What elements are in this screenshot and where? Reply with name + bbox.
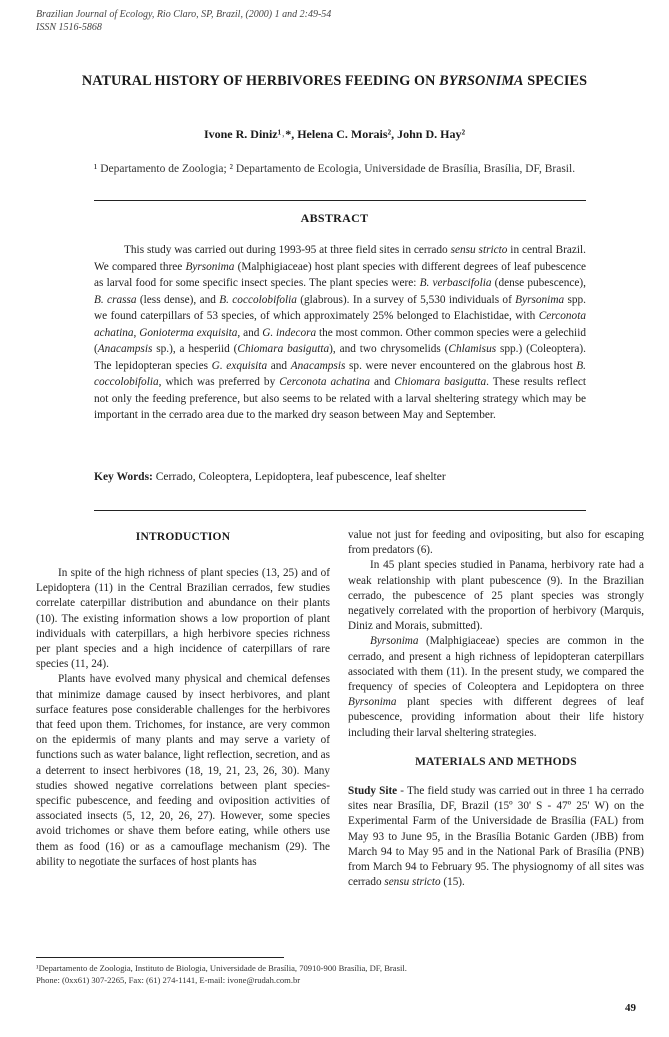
issn: ISSN 1516-5868 [36,22,102,33]
keywords-label: Key Words: [94,471,153,483]
title-part-1: NATURAL HISTORY OF HERBIVORES FEEDING ON [81,73,440,89]
abstract-text: This study was carried out during 1993-95 at three field sites in cerrado sensu stricto in central Brazil. We compared three Byrsonima (Malphigiaceae) host plant species with different degrees of leaf pubescence as larval food for some specific insect species. The plant species were: B. verbascifolia (dense pubescence), B. crassa (less dense), and B. coccolobifolia (glabrous). In a survey of 5,530 individuals of Byrsonima spp. we found caterpillars of 53 species, of which approximately 25% belonged to Elachistidae, with Cerconota achatina, Gonioterma exquisita, and G. indecora the most common. Other common species were a gelechiid (Anacampsis sp.), a hesperiid (Chiomara basigutta), and two chrysomelids (Chlamisus spp.) (Coleoptera). The lepidopteran species G. exquisita and Anacampsis sp. were never encountered on the glabrous host B. coccolobifolia, which was preferred by Cerconota achatina and Chiomara basigutta. These results reflect not only the feeding preference, but also seems to be related with a larval sheltering strategy which may be important in the cerrado area due to the marked dry season between May and September. [94,244,587,421]
affiliations: ¹ Departamento de Zoologia; ² Departamento de Ecologia, Universidade de Brasília, Brasília, DF, Brasil. [93,163,576,175]
study-site-label: Study Site [348,785,398,798]
intro-paragraph-4: Byrsonima (Malphigiaceae) species are common in the cerrado, and present a high richness of lepidopteran caterpillars associated with them (11). In the present study, we compared the frequency of species of Coleoptera and Lepidoptera on three Byrsonima plant species with different degrees of leaf pubescence, providing information about their life history including their larval sheltering strategies. [348,635,644,739]
intro-paragraph-3: In 45 plant species studied in Panama, herbivory rate had a weak relationship with plant pubescence (9). In the Brazilian cerrado, the pubescence of 25 plant species was strongly negatively correlated with the proportion of herbivory (Marquis, Diniz and Morais, submitted). [348,559,644,633]
right-column [348,528,644,890]
paper-title [0,73,669,90]
title-genus: BYRSONIMA [439,73,524,89]
keywords-text: Cerrado, Coleoptera, Lepidoptera, leaf pubescence, leaf shelter [152,471,446,483]
footnote [36,962,644,986]
journal-header [36,8,331,34]
journal-citation: Brazilian Journal of Ecology, Rio Claro, SP, Brazil, (2000) 1 and 2:49-54 [36,9,332,20]
intro-paragraph-2: Plants have evolved many physical and chemical defenses that minimize damage caused by insect herbivores, and plant surface features pose considerable challenges for the herbivores that feed upon them. Trichomes, for instance, are very common on the epidermis of many plants and may serve a variety of functions such as water balance, light reflection, secretion, and as a deterrent to insect herbivores (18, 19, 21, 23, 26, 30). Many studies showed negative correlations between plant species-specific pubescence, and feeding and oviposition activities of associated insects (5, 12, 20, 26, 27). However, some species avoid trichomes or shave them before eating, while others use them as food (16) or as a camouflage mechanism (29). The ability to negotiate the surfaces of host plants has [36,673,330,868]
abstract-top-rule [94,200,586,201]
footnote-address: ¹Departamento de Zoologia, Instituto de Biologia, Universidade de Brasília, 70910-900 Brasília, DF, Brasil. [36,963,407,973]
title-part-2: SPECIES [523,73,588,89]
introduction-heading: INTRODUCTION [135,531,231,543]
left-column [36,566,330,870]
keywords [94,471,586,483]
intro-paragraph-2-continued: value not just for feeding and ovipositing, but also for escaping from predators (6). [348,529,644,557]
study-site-paragraph: Study Site - The field study was carried out in three 1 ha cerrado sites near Brasília, DF, Brazil (15º 30' S - 47º 25' W) on the Experimental Farm of the Universidade de Brasília (FAL) from May 93 to June 95, in the Brasília Botanic Garden (JBB) from March 94 to May 95 and in the National Park of Brasília (PNB) from March 94 to February 95. The physiognomy of all sites was cerrado sensu stricto (15). [348,785,644,889]
methods-heading: MATERIALS AND METHODS [415,755,577,768]
footnote-contact: Phone: (0xx61) 307-2265, Fax: (61) 274-1141, E-mail: ivone@rudah.com.br [36,975,301,985]
author-list: Ivone R. Diniz¹˒*, Helena C. Morais², John D. Hay² [203,127,466,141]
abstract-heading: ABSTRACT [300,211,369,225]
intro-paragraph-1: In spite of the high richness of plant species (13, 25) and of Lepidoptera (11) in the Central Brazilian cerrados, few studies correlate caterpillar distribution and abundance on their plants (10). The existing information shows a low proportion of plant individuals with caterpillars, a high herbivore species richness per plant species and a high incidence of caterpillars of rare species (11, 24). [36,567,330,671]
footnote-rule [36,957,284,958]
page-number: 49 [625,1002,636,1014]
abstract-bottom-rule [94,510,586,511]
